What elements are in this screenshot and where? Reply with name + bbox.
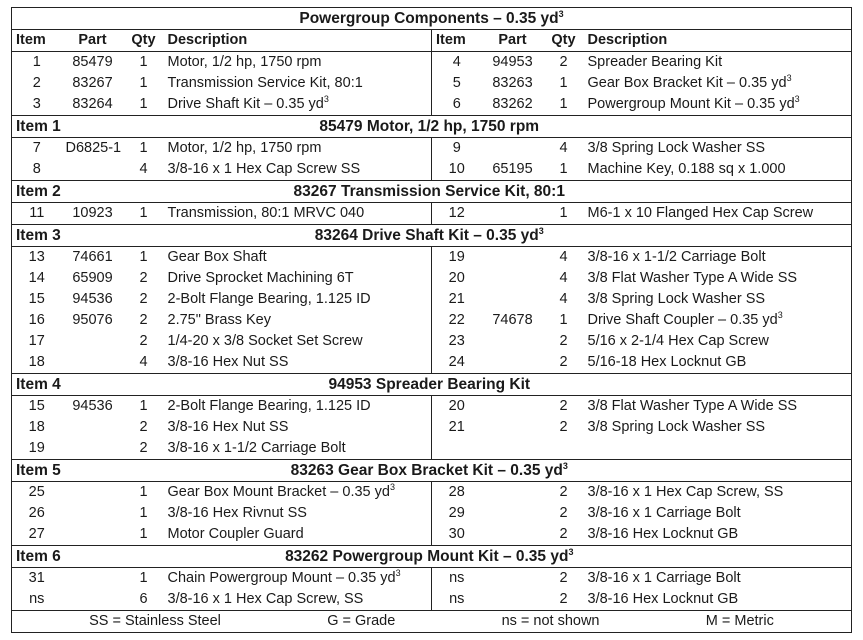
table-row	[12, 331, 852, 352]
quantity-cell: 2	[559, 333, 568, 349]
description-text: 1/4-20 x 3/8 Socket Set Screw	[167, 333, 363, 349]
description-text: 3/8-16 Hex Rivnut SS	[167, 505, 307, 521]
part-number-cell	[482, 438, 544, 460]
description-text: 2.75" Brass Key	[167, 312, 271, 328]
section-title-text: 94953 Spreader Bearing Kit	[328, 376, 531, 393]
table-row	[12, 138, 852, 160]
item-number-cell: 6	[432, 94, 482, 116]
column-header-qty: Qty	[124, 30, 164, 52]
description-text: 3/8-16 Hex Locknut GB	[587, 591, 739, 607]
table-row	[12, 159, 852, 181]
section-label: Item 1	[12, 116, 124, 138]
section-label: Item 5	[12, 460, 124, 482]
quantity-cell: 1	[139, 484, 148, 500]
section-title	[124, 225, 852, 247]
part-number-cell	[62, 482, 124, 504]
quantity-cell: 4	[559, 291, 568, 307]
description-cell	[164, 289, 432, 310]
description-cell	[584, 589, 852, 611]
item-number-cell: 11	[12, 203, 62, 225]
quantity-cell: 2	[139, 419, 148, 435]
quantity-cell: 1	[559, 75, 568, 91]
item-number-cell: 27	[12, 524, 62, 546]
item-number-cell: 12	[432, 203, 482, 225]
item-number-cell: 21	[432, 417, 482, 438]
column-header-part: Part	[482, 30, 544, 52]
item-number-cell: 16	[12, 310, 62, 331]
item-number-cell	[432, 438, 482, 460]
description-cell	[164, 52, 432, 74]
part-number-cell	[62, 159, 124, 181]
description-text: Powergroup Mount Kit – 0.35 yd	[587, 96, 795, 112]
item-number-cell: 28	[432, 482, 482, 504]
quantity-cell: 1	[559, 312, 568, 328]
legend-item: ns = not shown	[501, 613, 600, 629]
description-text: 3/8-16 Hex Nut SS	[167, 354, 289, 370]
item-number-cell: ns	[432, 589, 482, 611]
superscript: 3	[389, 482, 395, 493]
description-text: Chain Powergroup Mount – 0.35 yd	[167, 570, 396, 586]
item-number-cell: 17	[12, 331, 62, 352]
description-cell	[584, 310, 852, 331]
section-title-text: 83263 Gear Box Bracket Kit – 0.35 yd	[290, 462, 563, 479]
quantity-cell: 4	[559, 249, 568, 265]
description-text: Drive Shaft Kit – 0.35 yd	[167, 96, 324, 112]
quantity-cell: 1	[139, 96, 148, 112]
item-number-cell: 19	[432, 247, 482, 269]
section-header-row	[12, 546, 852, 568]
description-text: 3/8 Spring Lock Washer SS	[587, 419, 766, 435]
part-number-cell: 94536	[72, 398, 113, 414]
superscript: 3	[777, 310, 783, 321]
description-cell	[584, 138, 852, 160]
quantity-cell: 4	[559, 270, 568, 286]
section-title	[124, 181, 852, 203]
description-cell	[584, 568, 852, 590]
part-number-cell	[482, 331, 544, 352]
legend	[12, 611, 852, 633]
table-row	[12, 289, 852, 310]
quantity-cell: 1	[139, 54, 148, 70]
description-cell	[164, 396, 432, 418]
description-cell	[584, 352, 852, 374]
description-text: 3/8-16 Hex Locknut GB	[587, 526, 739, 542]
superscript: 3	[558, 8, 564, 19]
section-header-row	[12, 374, 852, 396]
item-number-cell: 3	[12, 94, 62, 116]
part-number-cell	[62, 503, 124, 524]
part-number-cell: 10923	[72, 205, 113, 221]
item-number-cell: 18	[12, 352, 62, 374]
description-text: Drive Sprocket Machining 6T	[167, 270, 354, 286]
quantity-cell: 2	[139, 270, 148, 286]
section-title	[124, 460, 852, 482]
table-row	[12, 310, 852, 331]
description-text: Transmission, 80:1 MRVC 040	[167, 205, 365, 221]
legend-item: M = Metric	[705, 613, 774, 629]
section-title	[124, 546, 852, 568]
quantity-cell: 1	[139, 249, 148, 265]
description-text: Motor Coupler Guard	[167, 526, 304, 542]
item-number-cell: 24	[432, 352, 482, 374]
part-number-cell: 83263	[492, 75, 533, 91]
part-number-cell	[482, 247, 544, 269]
part-number-cell	[62, 524, 124, 546]
parts-table	[11, 7, 852, 633]
item-number-cell: 15	[12, 289, 62, 310]
description-text: 2-Bolt Flange Bearing, 1.125 ID	[167, 398, 371, 414]
table-row	[12, 352, 852, 374]
description-text: 3/8-16 x 1 Hex Cap Screw, SS	[587, 484, 784, 500]
legend-item: SS = Stainless Steel	[89, 613, 221, 629]
description-text: 3/8-16 x 1 Hex Cap Screw, SS	[167, 591, 364, 607]
part-number-cell	[482, 417, 544, 438]
section-title-text: 83264 Drive Shaft Kit – 0.35 yd	[314, 227, 539, 244]
item-number-cell: 5	[432, 73, 482, 94]
description-cell	[584, 396, 852, 418]
section-title	[124, 374, 852, 396]
quantity-cell: 2	[559, 419, 568, 435]
description-text: Gear Box Bracket Kit – 0.35 yd	[587, 75, 787, 91]
part-number-cell	[482, 203, 544, 225]
part-number-cell: 94953	[492, 54, 533, 70]
item-number-cell: ns	[432, 568, 482, 590]
section-title-text: 83262 Powergroup Mount Kit – 0.35 yd	[285, 548, 569, 565]
part-number-cell	[482, 396, 544, 418]
item-number-cell: ns	[12, 589, 62, 611]
description-cell	[584, 289, 852, 310]
superscript: 3	[538, 225, 544, 236]
quantity-cell: 1	[139, 140, 148, 156]
description-cell	[584, 503, 852, 524]
description-text: M6-1 x 10 Flanged Hex Cap Screw	[587, 205, 814, 221]
part-number-cell	[482, 289, 544, 310]
column-header-part: Part	[62, 30, 124, 52]
description-cell	[164, 331, 432, 352]
quantity-cell: 1	[559, 161, 568, 177]
description-cell	[164, 94, 432, 116]
column-header-qty: Qty	[544, 30, 584, 52]
description-text: 2-Bolt Flange Bearing, 1.125 ID	[167, 291, 371, 307]
table-row	[12, 203, 852, 225]
part-number-cell: 65909	[72, 270, 113, 286]
column-header-item: Item	[432, 30, 482, 52]
description-text: 3/8-16 Hex Nut SS	[167, 419, 289, 435]
part-number-cell	[482, 268, 544, 289]
section-title-text: 85479 Motor, 1/2 hp, 1750 rpm	[319, 118, 540, 135]
table-row	[12, 417, 852, 438]
quantity-cell: 4	[559, 140, 568, 156]
section-header-row	[12, 116, 852, 138]
item-number-cell: 14	[12, 268, 62, 289]
table-row	[12, 482, 852, 504]
part-number-cell: 83264	[72, 96, 113, 112]
quantity-cell: 1	[139, 205, 148, 221]
quantity-cell: 6	[139, 591, 148, 607]
superscript: 3	[568, 546, 574, 557]
item-number-cell: 10	[432, 159, 482, 181]
table-row	[12, 568, 852, 590]
item-number-cell: 26	[12, 503, 62, 524]
section-header-row	[12, 225, 852, 247]
quantity-cell: 2	[139, 291, 148, 307]
section-title-text: 83267 Transmission Service Kit, 80:1	[293, 183, 565, 200]
part-number-cell: 85479	[72, 54, 113, 70]
column-header-description: Description	[584, 30, 852, 52]
part-number-cell: 74678	[492, 312, 533, 328]
description-cell	[164, 482, 432, 504]
quantity-cell: 2	[559, 591, 568, 607]
part-number-cell	[482, 138, 544, 160]
superscript: 3	[395, 568, 401, 579]
quantity-cell: 4	[139, 161, 148, 177]
description-cell	[584, 482, 852, 504]
description-text: 3/8-16 x 1 Carriage Bolt	[587, 505, 741, 521]
description-cell	[164, 503, 432, 524]
description-cell	[164, 73, 432, 94]
part-number-cell: D6825-1	[65, 140, 122, 156]
quantity-cell: 1	[139, 570, 148, 586]
superscript: 3	[562, 460, 568, 471]
description-cell	[584, 524, 852, 546]
part-number-cell	[62, 352, 124, 374]
table-row	[12, 73, 852, 94]
item-number-cell: 15	[12, 396, 62, 418]
description-text: 3/8 Spring Lock Washer SS	[587, 140, 766, 156]
description-text: 5/16-18 Hex Locknut GB	[587, 354, 747, 370]
quantity-cell: 2	[559, 398, 568, 414]
quantity-cell: 2	[559, 54, 568, 70]
description-text: 5/16 x 2-1/4 Hex Cap Screw	[587, 333, 769, 349]
part-number-cell	[62, 417, 124, 438]
part-number-cell: 83262	[492, 96, 533, 112]
part-number-cell	[482, 568, 544, 590]
description-cell	[164, 438, 432, 460]
description-cell	[584, 331, 852, 352]
legend-row	[12, 611, 852, 633]
part-number-cell: 74661	[72, 249, 113, 265]
description-cell	[584, 94, 852, 116]
description-text: 3/8 Flat Washer Type A Wide SS	[587, 270, 798, 286]
quantity-cell: 1	[139, 75, 148, 91]
table-row	[12, 524, 852, 546]
description-cell	[164, 268, 432, 289]
column-header-row	[12, 30, 852, 52]
legend-item: G = Grade	[327, 613, 396, 629]
quantity-cell: 1	[559, 96, 568, 112]
description-text: 3/8-16 x 1 Hex Cap Screw SS	[167, 161, 361, 177]
part-number-cell	[482, 482, 544, 504]
description-text: Machine Key, 0.188 sq x 1.000	[587, 161, 786, 177]
description-cell	[584, 247, 852, 269]
description-text: Transmission Service Kit, 80:1	[167, 75, 363, 91]
table-row	[12, 94, 852, 116]
description-text: Drive Shaft Coupler – 0.35 yd	[587, 312, 778, 328]
section-label: Item 4	[12, 374, 124, 396]
description-cell	[164, 524, 432, 546]
table-row	[12, 396, 852, 418]
column-header-description: Description	[164, 30, 432, 52]
table-title-row	[12, 8, 852, 30]
description-text: 3/8 Spring Lock Washer SS	[587, 291, 766, 307]
item-number-cell: 30	[432, 524, 482, 546]
quantity-cell: 2	[559, 526, 568, 542]
superscript: 3	[786, 73, 792, 84]
description-text: Gear Box Shaft	[167, 249, 267, 265]
item-number-cell: 20	[432, 396, 482, 418]
parts-list	[11, 7, 851, 633]
part-number-cell: 83267	[72, 75, 113, 91]
part-number-cell	[62, 438, 124, 460]
item-number-cell: 13	[12, 247, 62, 269]
item-number-cell: 22	[432, 310, 482, 331]
description-cell	[584, 438, 852, 460]
description-cell	[164, 247, 432, 269]
part-number-cell	[482, 589, 544, 611]
description-text: Spreader Bearing Kit	[587, 54, 723, 70]
table-title-text: Powergroup Components – 0.35 yd	[299, 10, 559, 27]
description-text: 3/8-16 x 1-1/2 Carriage Bolt	[587, 249, 766, 265]
part-number-cell	[62, 568, 124, 590]
table-title	[12, 8, 852, 30]
table-row	[12, 247, 852, 269]
table-row	[12, 268, 852, 289]
quantity-cell: 1	[139, 398, 148, 414]
quantity-cell: 2	[139, 440, 148, 456]
superscript: 3	[794, 94, 800, 105]
item-number-cell: 25	[12, 482, 62, 504]
quantity-cell: 2	[559, 354, 568, 370]
column-header-item: Item	[12, 30, 62, 52]
description-cell	[164, 417, 432, 438]
table-row	[12, 589, 852, 611]
description-cell	[164, 138, 432, 160]
part-number-cell	[482, 352, 544, 374]
description-text: 3/8-16 x 1 Carriage Bolt	[587, 570, 741, 586]
description-cell	[584, 203, 852, 225]
description-cell	[164, 589, 432, 611]
description-cell	[584, 52, 852, 74]
part-number-cell	[62, 331, 124, 352]
description-cell	[164, 310, 432, 331]
description-cell	[584, 73, 852, 94]
item-number-cell: 7	[12, 138, 62, 160]
description-text: Motor, 1/2 hp, 1750 rpm	[167, 140, 322, 156]
description-text: Motor, 1/2 hp, 1750 rpm	[167, 54, 322, 70]
quantity-cell: 4	[139, 354, 148, 370]
quantity-cell: 2	[139, 312, 148, 328]
section-label: Item 3	[12, 225, 124, 247]
item-number-cell: 1	[12, 52, 62, 74]
item-number-cell: 18	[12, 417, 62, 438]
table-row	[12, 52, 852, 74]
section-title	[124, 116, 852, 138]
quantity-cell: 2	[559, 484, 568, 500]
part-number-cell	[482, 524, 544, 546]
part-number-cell: 95076	[72, 312, 113, 328]
item-number-cell: 19	[12, 438, 62, 460]
part-number-cell: 65195	[492, 161, 533, 177]
part-number-cell	[62, 589, 124, 611]
description-cell	[164, 568, 432, 590]
description-cell	[584, 417, 852, 438]
description-cell	[164, 203, 432, 225]
part-number-cell: 94536	[72, 291, 113, 307]
description-text: 3/8 Flat Washer Type A Wide SS	[587, 398, 798, 414]
description-cell	[164, 159, 432, 181]
quantity-cell: 2	[139, 333, 148, 349]
item-number-cell: 9	[432, 138, 482, 160]
quantity-cell: 2	[559, 570, 568, 586]
quantity-cell: 1	[559, 205, 568, 221]
quantity-cell	[544, 438, 584, 460]
description-cell	[584, 159, 852, 181]
description-text: 3/8-16 x 1-1/2 Carriage Bolt	[167, 440, 346, 456]
item-number-cell: 8	[12, 159, 62, 181]
description-text: Gear Box Mount Bracket – 0.35 yd	[167, 484, 390, 500]
section-header-row	[12, 460, 852, 482]
item-number-cell: 31	[12, 568, 62, 590]
item-number-cell: 20	[432, 268, 482, 289]
item-number-cell: 21	[432, 289, 482, 310]
table-row	[12, 503, 852, 524]
description-cell	[164, 352, 432, 374]
section-label: Item 6	[12, 546, 124, 568]
quantity-cell: 2	[559, 505, 568, 521]
description-cell	[584, 268, 852, 289]
table-row	[12, 438, 852, 460]
section-label: Item 2	[12, 181, 124, 203]
quantity-cell: 1	[139, 526, 148, 542]
superscript: 3	[323, 94, 329, 105]
item-number-cell: 29	[432, 503, 482, 524]
quantity-cell: 1	[139, 505, 148, 521]
item-number-cell: 2	[12, 73, 62, 94]
section-header-row	[12, 181, 852, 203]
part-number-cell	[482, 503, 544, 524]
item-number-cell: 23	[432, 331, 482, 352]
item-number-cell: 4	[432, 52, 482, 74]
